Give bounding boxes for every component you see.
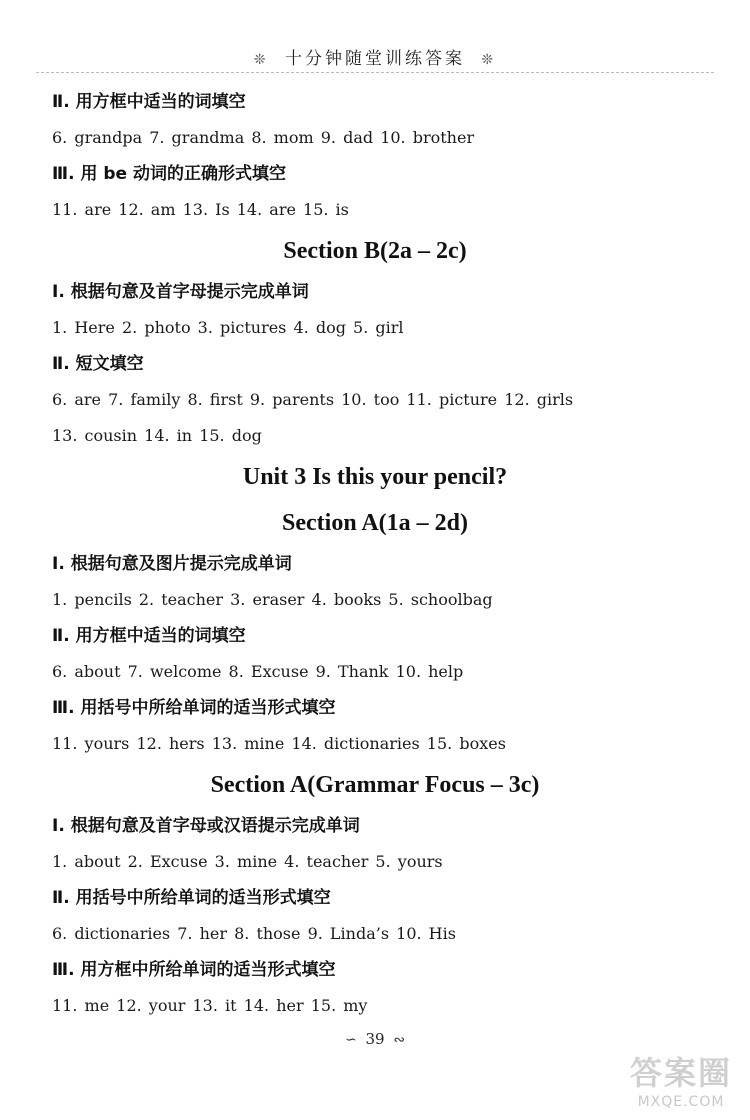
watermark-text: 答案圈 bbox=[629, 1054, 732, 1092]
answer-line: 6. dictionaries 7. her 8. those 9. Linda’s 10. His bbox=[52, 924, 456, 943]
page-header bbox=[0, 44, 750, 69]
ornament-right-icon: ❊ bbox=[481, 52, 497, 68]
answer-line: 1. Here 2. photo 3. pictures 4. dog 5. girl bbox=[52, 318, 404, 337]
answer-line: 1. pencils 2. teacher 3. eraser 4. books 5. schoolbag bbox=[52, 590, 493, 609]
answer-line: 6. are 7. family 8. first 9. parents 10. too 11. picture 12. girls bbox=[52, 390, 574, 409]
instruction-line: Ⅲ. 用 be 动词的正确形式填空 bbox=[52, 164, 286, 184]
instruction-line: Ⅱ. 用括号中所给单词的适当形式填空 bbox=[52, 888, 331, 908]
answer-line: 6. grandpa 7. grandma 8. mom 9. dad 10. brother bbox=[52, 128, 475, 147]
instruction-line: Ⅰ. 根据句意及首字母提示完成单词 bbox=[52, 282, 309, 302]
answer-line: 11. me 12. your 13. it 14. her 15. my bbox=[52, 996, 368, 1015]
instruction-line: Ⅰ. 根据句意及首字母或汉语提示完成单词 bbox=[52, 816, 360, 836]
instruction-line: Ⅲ. 用方框中所给单词的适当形式填空 bbox=[52, 960, 336, 980]
ornament-left-icon: ❊ bbox=[253, 52, 269, 68]
answer-line: 11. yours 12. hers 13. mine 14. dictionaries 15. boxes bbox=[52, 734, 506, 753]
instruction-line: Ⅱ. 短文填空 bbox=[52, 354, 144, 374]
section-heading: Section A(Grammar Focus – 3c) bbox=[210, 772, 540, 798]
swirl-left-icon: ∽ bbox=[344, 1032, 357, 1048]
answer-line: 6. about 7. welcome 8. Excuse 9. Thank 10. help bbox=[52, 662, 464, 681]
instruction-line: Ⅱ. 用方框中适当的词填空 bbox=[52, 626, 246, 646]
swirl-right-icon: ∾ bbox=[393, 1032, 406, 1048]
page-number: 39 bbox=[365, 1030, 385, 1048]
header-divider bbox=[36, 72, 714, 73]
answer-line: 11. are 12. am 13. Is 14. are 15. is bbox=[52, 200, 349, 219]
answer-line: 1. about 2. Excuse 3. mine 4. teacher 5. yours bbox=[52, 852, 443, 871]
page-footer bbox=[0, 1030, 750, 1048]
watermark-url: MXQE.COM bbox=[637, 1094, 725, 1110]
answer-line: 13. cousin 14. in 15. dog bbox=[52, 426, 262, 445]
watermark-logo bbox=[630, 1048, 732, 1110]
answer-content bbox=[52, 84, 712, 1024]
section-heading: Section B(2a – 2c) bbox=[283, 238, 467, 264]
header-title: 十分钟随堂训练答案 bbox=[285, 49, 465, 69]
section-heading: Unit 3 Is this your pencil? bbox=[242, 464, 508, 490]
section-heading: Section A(1a – 2d) bbox=[282, 510, 468, 536]
instruction-line: Ⅰ. 根据句意及图片提示完成单词 bbox=[52, 554, 292, 574]
instruction-line: Ⅲ. 用括号中所给单词的适当形式填空 bbox=[52, 698, 336, 718]
instruction-line: Ⅱ. 用方框中适当的词填空 bbox=[52, 92, 246, 112]
